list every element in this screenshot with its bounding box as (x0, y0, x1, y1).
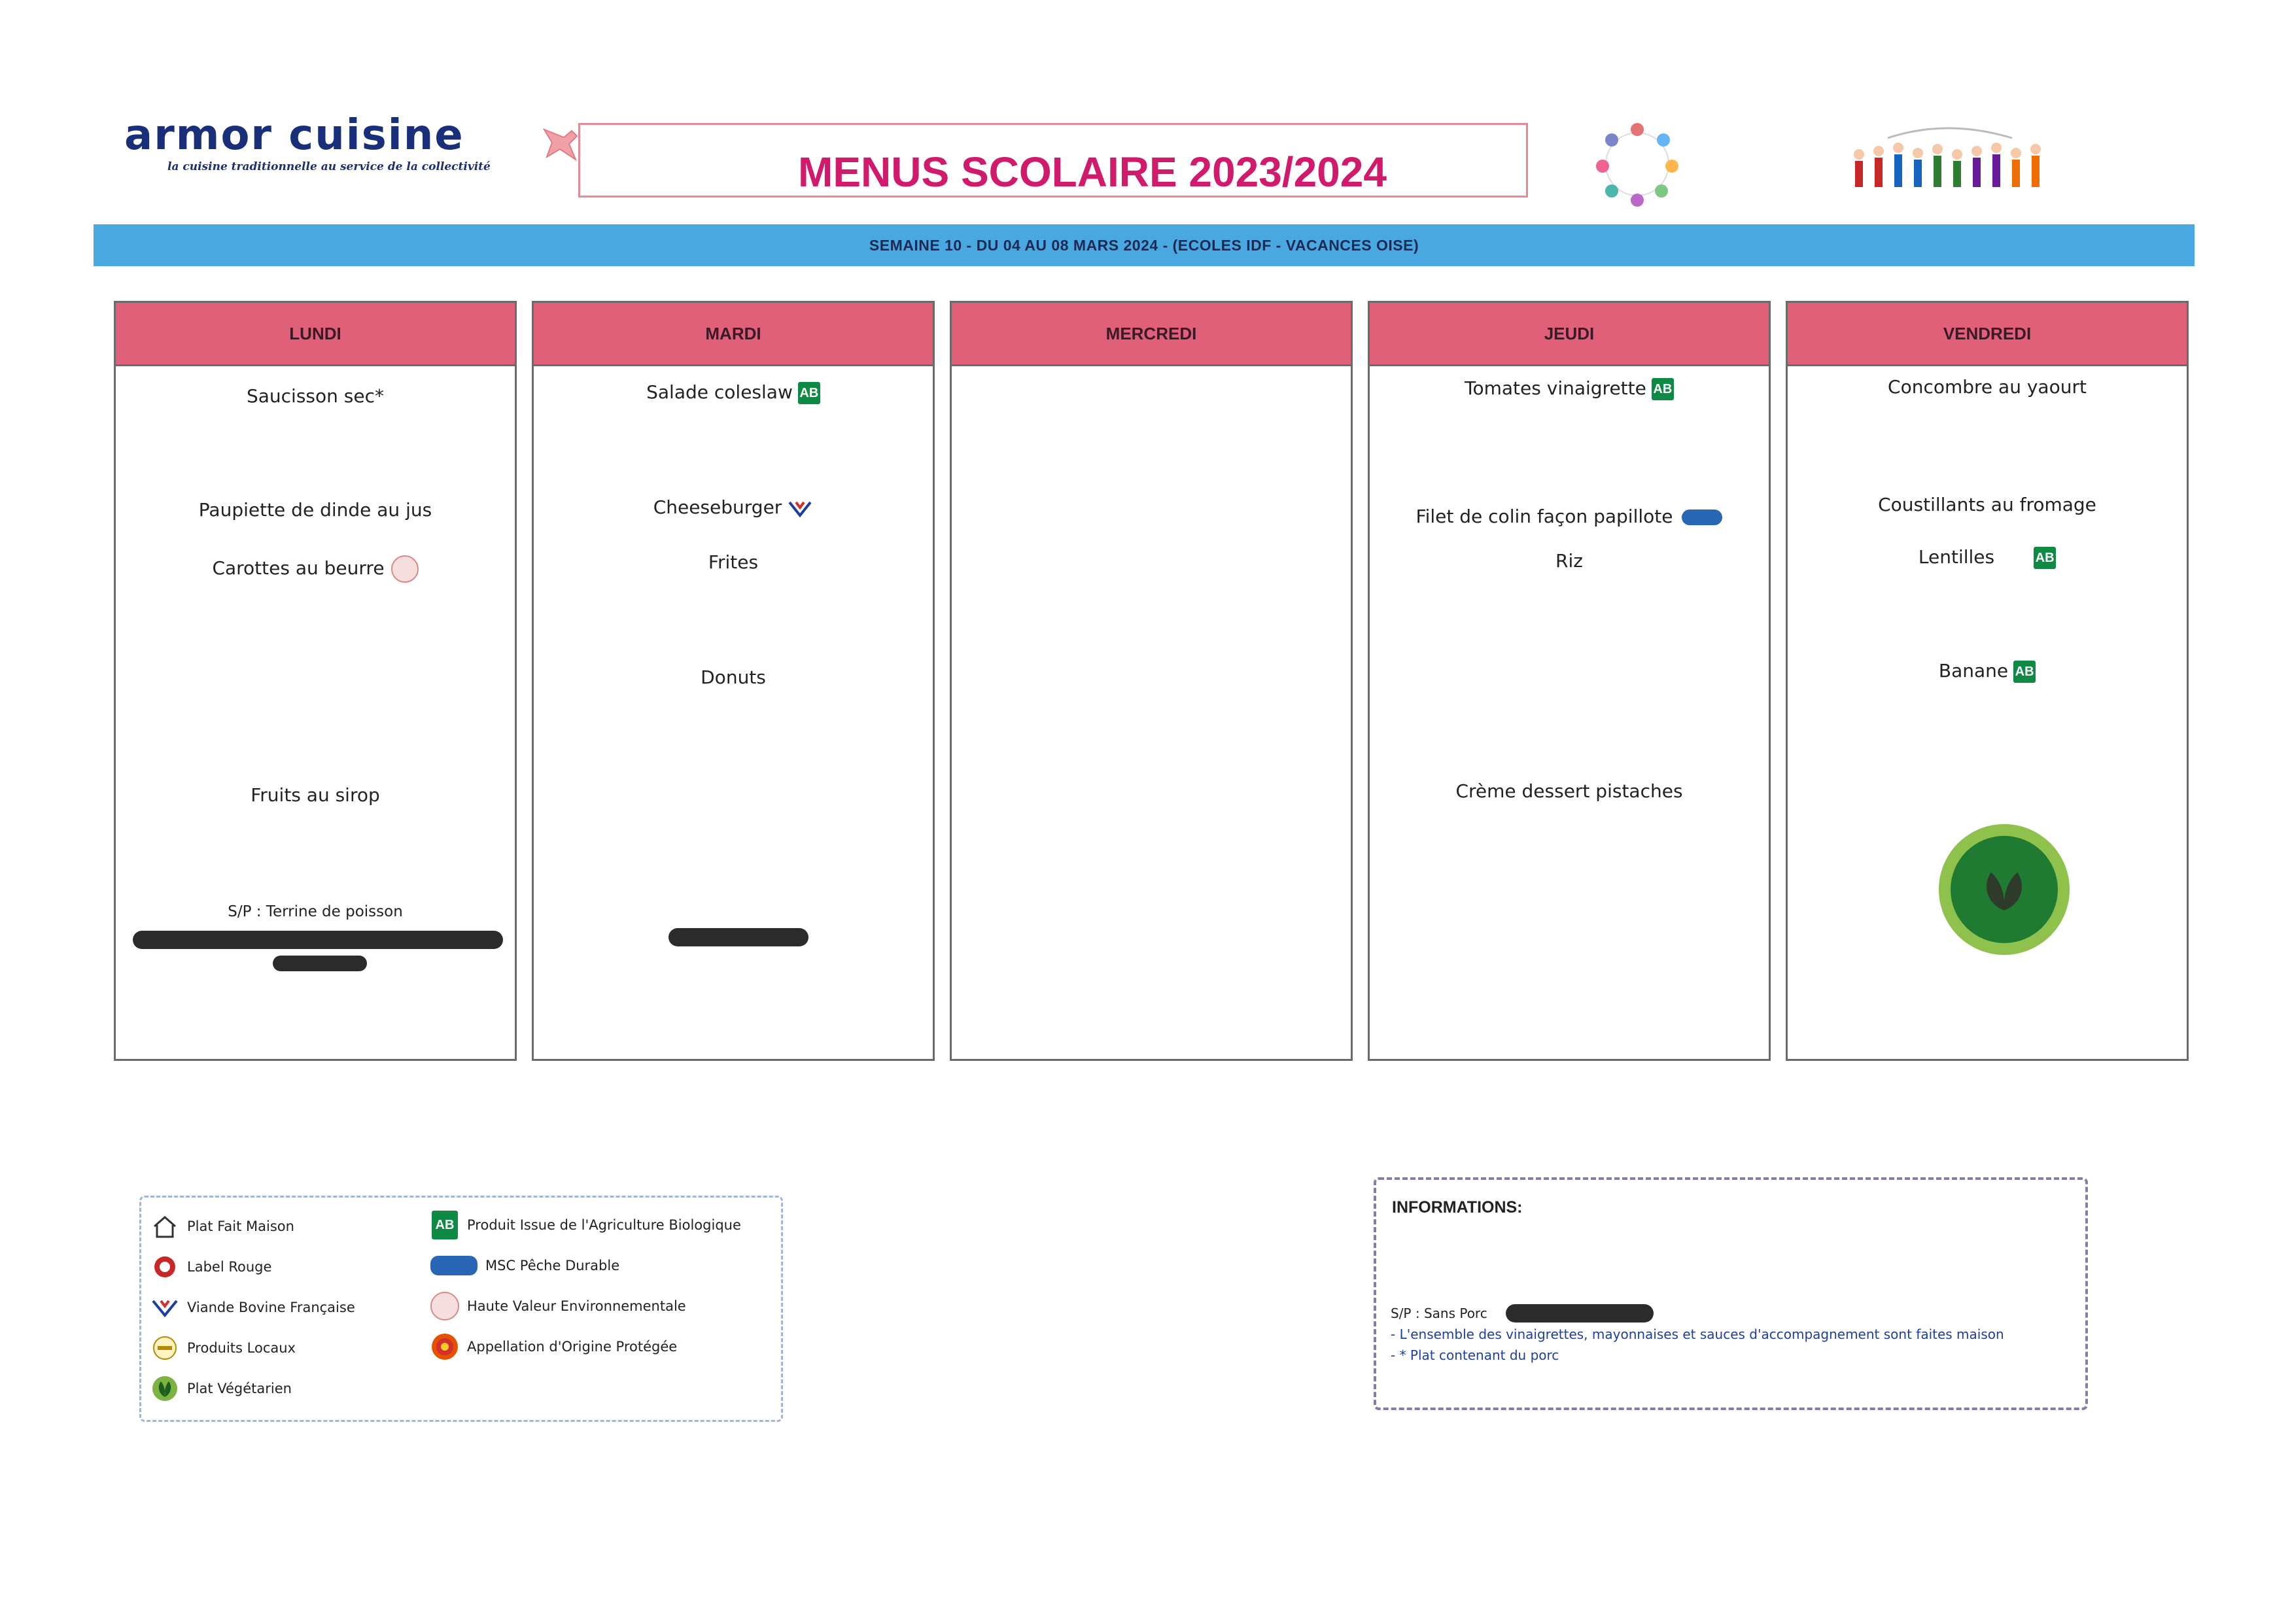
day-label: VENDREDI (1943, 323, 2032, 343)
day-header (534, 303, 933, 366)
dish-main: Filet de colin façon papillote (1370, 506, 1769, 527)
redaction-bar (1506, 1304, 1654, 1322)
children-circle-illustration (1582, 115, 1693, 213)
produits-locaux-icon (149, 1332, 181, 1364)
dish-dessert: Donuts (701, 666, 766, 688)
brand-name: armor cuisine (124, 111, 464, 160)
ab-organic-icon: AB (1652, 378, 1674, 400)
sp-note: S/P : Terrine de poisson (228, 903, 403, 920)
dish-dessert: Crème dessert pistaches (1455, 780, 1683, 802)
info-line: - * Plat contenant du porc (1391, 1347, 1559, 1363)
day-column-jeudi (1368, 301, 1771, 1061)
redaction-bar (273, 956, 367, 971)
day-header (1370, 303, 1769, 366)
title-box (578, 123, 1528, 198)
legend-item: Produits Locaux (149, 1332, 296, 1364)
dish-side: Carottes au beurre (116, 555, 515, 583)
ab-organic-icon: AB (2013, 661, 2036, 683)
info-box (1374, 1177, 2088, 1410)
dish-main: Paupiette de dinde au jus (198, 499, 432, 521)
dish-main: Cheeseburger (534, 496, 933, 518)
viande-bovine-francaise-icon (149, 1292, 181, 1323)
vegetarian-icon (149, 1373, 181, 1404)
day-column-mercredi (950, 301, 1353, 1061)
dish-main: Coustillants au fromage (1878, 494, 2096, 515)
day-header (952, 303, 1351, 366)
legend-item: Appellation d'Origine Protégée (429, 1331, 677, 1362)
viande-bovine-francaise-icon (787, 498, 813, 518)
ab-organic-icon: AB (798, 382, 820, 404)
dish-starter: Salade coleslaw AB (534, 381, 933, 404)
ab-organic-icon: AB (429, 1209, 460, 1241)
legend-item: MSC Pêche Durable (429, 1250, 619, 1281)
legend-item: Plat Fait Maison (149, 1211, 294, 1242)
redaction-bar (133, 931, 503, 949)
children-group-illustration (1849, 122, 2051, 200)
day-column-lundi (114, 301, 517, 1061)
msc-icon (1682, 510, 1722, 525)
dish-starter: Saucisson sec* (246, 385, 384, 407)
info-title: INFORMATIONS: (1392, 1198, 1523, 1217)
legend-box (139, 1196, 783, 1422)
info-sp-note: S/P : Sans Porc (1391, 1305, 1487, 1321)
hve-icon (429, 1290, 460, 1322)
brand-tagline: la cuisine traditionnelle au service de la collectivité (167, 160, 491, 173)
brand-logo (124, 111, 491, 173)
leaf-icon (1978, 863, 2030, 916)
dish-side: Lentilles AB (1788, 546, 2187, 569)
legend-item: Label Rouge (149, 1251, 271, 1283)
vegetarian-badge-icon (1939, 824, 2070, 955)
info-line: - L'ensemble des vinaigrettes, mayonnaises et sauces d'accompagnement sont faites maison (1391, 1326, 2004, 1342)
page-title: MENUS SCOLAIRE 2023/2024 (798, 148, 1387, 196)
legend-item: Haute Valeur Environnementale (429, 1290, 686, 1322)
day-header (116, 303, 515, 366)
dish-dessert: Banane AB (1788, 660, 2187, 683)
msc-icon (429, 1250, 479, 1281)
legend-item: AB Produit Issue de l'Agriculture Biologique (429, 1209, 741, 1241)
week-banner (94, 224, 2195, 266)
redaction-bar (668, 928, 808, 946)
day-label: JEUDI (1544, 323, 1595, 343)
aop-icon (429, 1331, 460, 1362)
legend-item: Plat Végétarien (149, 1373, 292, 1404)
day-label: LUNDI (289, 323, 341, 343)
dish-starter: Concombre au yaourt (1888, 376, 2087, 398)
week-label: SEMAINE 10 - DU 04 AU 08 MARS 2024 - (ECOLES IDF - VACANCES OISE) (869, 236, 1419, 254)
dish-starter: Tomates vinaigrette AB (1370, 377, 1769, 400)
dish-side: Riz (1555, 550, 1583, 572)
day-header (1788, 303, 2187, 366)
day-label: MERCREDI (1105, 323, 1197, 343)
day-column-mardi (532, 301, 935, 1061)
dish-dessert: Fruits au sirop (251, 784, 380, 806)
ab-organic-icon: AB (2034, 547, 2056, 569)
legend-item: Viande Bovine Française (149, 1292, 355, 1323)
house-icon (149, 1211, 181, 1242)
hve-icon (391, 555, 419, 583)
label-rouge-icon (149, 1251, 181, 1283)
day-label: MARDI (705, 323, 761, 343)
dish-side: Frites (708, 551, 759, 573)
